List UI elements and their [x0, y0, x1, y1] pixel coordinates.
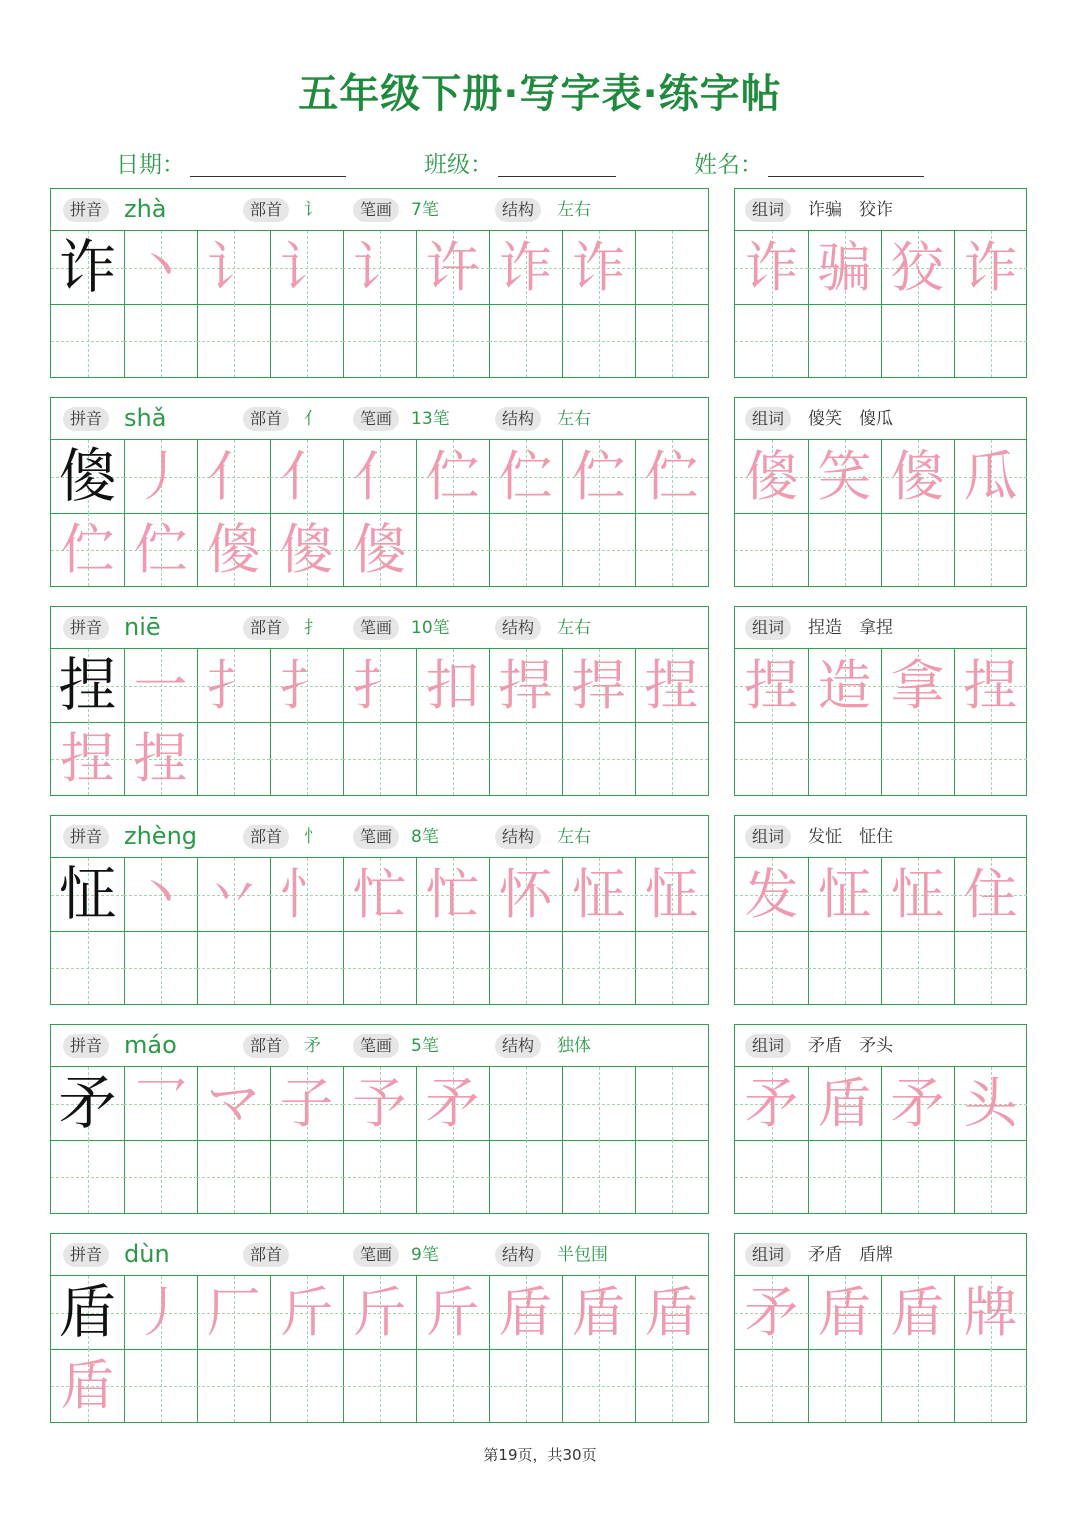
structure-tag: 结构: [495, 1034, 541, 1058]
word-trace-character: 矛: [890, 1072, 945, 1135]
writing-cell[interactable]: [270, 1140, 343, 1213]
words-value: 发怔 怔住: [808, 827, 893, 847]
stroke-step-character: 亻: [279, 445, 334, 508]
pinyin-value: shǎ: [124, 404, 167, 432]
structure-value: 左右: [557, 409, 591, 429]
writing-grid: [51, 858, 708, 1004]
strokes-value: 9笔: [411, 1245, 439, 1265]
name-label: 姓名：: [694, 152, 763, 178]
character-practice-block: [50, 188, 709, 378]
word-trace-character: 骗: [817, 236, 872, 299]
radical-value: 亻: [304, 409, 321, 429]
pinyin-tag: 拼音: [63, 198, 109, 222]
stroke-step-character: マ: [206, 1072, 261, 1135]
stroke-step-character: 忙: [352, 863, 407, 926]
writing-cell[interactable]: [489, 304, 562, 377]
writing-cell[interactable]: [416, 722, 489, 795]
radical-value: 矛: [304, 1036, 321, 1056]
writing-cell[interactable]: [635, 931, 708, 1004]
writing-cell[interactable]: [343, 1349, 416, 1422]
stroke-step-character: 讠: [352, 236, 407, 299]
stroke-step-character: 丿: [133, 1281, 188, 1344]
page-title: 五年级下册·写字表·练字帖: [298, 71, 782, 117]
word-writing-grid: [735, 858, 1026, 1004]
word-trace-character: 诈: [963, 236, 1018, 299]
writing-grid: [51, 231, 708, 377]
writing-cell[interactable]: [635, 231, 708, 304]
character-practice-block: [50, 397, 709, 587]
writing-cell[interactable]: [808, 304, 881, 377]
writing-cell[interactable]: [416, 513, 489, 586]
words-value: 矛盾 盾牌: [808, 1245, 893, 1265]
writing-grid: [51, 440, 708, 586]
writing-cell[interactable]: [881, 513, 954, 586]
pinyin-value: zhà: [124, 195, 167, 223]
writing-cell[interactable]: [808, 931, 881, 1004]
word-practice-block: [734, 397, 1027, 587]
strokes-value: 13笔: [411, 409, 450, 429]
stroke-step-character: 亻: [352, 445, 407, 508]
character-info-row: [51, 816, 708, 858]
word-trace-character: 怔: [817, 863, 872, 926]
pinyin-value: niē: [124, 613, 161, 641]
writing-cell[interactable]: [954, 931, 1027, 1004]
words-tag: 组词: [745, 198, 791, 222]
writing-cell[interactable]: [489, 722, 562, 795]
target-character: 捏: [58, 651, 117, 719]
radical-tag: 部首: [243, 407, 289, 431]
stroke-step-character: 伫: [60, 518, 115, 581]
word-writing-grid: [735, 1276, 1026, 1422]
strokes-tag: 笔画: [353, 825, 399, 849]
word-trace-character: 笑: [817, 445, 872, 508]
writing-cell[interactable]: [562, 1349, 635, 1422]
radical-value: 忄: [304, 827, 321, 847]
writing-cell[interactable]: [124, 1140, 197, 1213]
stroke-step-character: 盾: [571, 1281, 626, 1344]
word-practice-block: [734, 1024, 1027, 1214]
writing-cell[interactable]: [635, 513, 708, 586]
words-info-row: [735, 1234, 1026, 1276]
word-writing-grid: [735, 1067, 1026, 1213]
name-field[interactable]: [694, 146, 934, 180]
writing-cell[interactable]: [808, 513, 881, 586]
words-tag: 组词: [745, 1243, 791, 1267]
stroke-step-character: 怔: [644, 863, 699, 926]
class-label: 班级：: [424, 152, 493, 178]
class-field[interactable]: [424, 146, 624, 180]
writing-cell[interactable]: [635, 1067, 708, 1140]
character-practice-block: [50, 1024, 709, 1214]
word-trace-character: 捏: [963, 654, 1018, 717]
writing-cell[interactable]: [881, 722, 954, 795]
writing-cell[interactable]: [489, 1349, 562, 1422]
structure-tag: 结构: [495, 825, 541, 849]
stroke-step-character: 斤: [352, 1281, 407, 1344]
target-character: 傻: [58, 442, 117, 510]
stroke-step-character: 傻: [352, 518, 407, 581]
writing-cell[interactable]: [416, 304, 489, 377]
radical-tag: 部首: [243, 1243, 289, 1267]
stroke-step-character: 丷: [206, 863, 261, 926]
writing-cell[interactable]: [562, 513, 635, 586]
word-trace-character: 盾: [817, 1072, 872, 1135]
strokes-tag: 笔画: [353, 1034, 399, 1058]
word-practice-block: [734, 1233, 1027, 1423]
writing-cell[interactable]: [416, 1140, 489, 1213]
stroke-step-character: 盾: [60, 1354, 115, 1417]
writing-cell[interactable]: [562, 931, 635, 1004]
writing-cell[interactable]: [343, 304, 416, 377]
pinyin-value: máo: [124, 1031, 177, 1059]
radical-tag: 部首: [243, 198, 289, 222]
structure-value: 独体: [557, 1036, 591, 1056]
stroke-step-character: 诈: [498, 236, 553, 299]
word-writing-grid: [735, 231, 1026, 377]
stroke-step-character: 诈: [571, 236, 626, 299]
stroke-step-character: 扌: [206, 654, 261, 717]
words-tag: 组词: [745, 825, 791, 849]
stroke-step-character: 扣: [425, 654, 480, 717]
word-trace-character: 诈: [744, 236, 799, 299]
strokes-tag: 笔画: [353, 616, 399, 640]
radical-value: 扌: [304, 618, 321, 638]
stroke-step-character: 丶: [133, 863, 188, 926]
stroke-step-character: 讠: [279, 236, 334, 299]
pinyin-tag: 拼音: [63, 1243, 109, 1267]
word-trace-character: 瓜: [963, 445, 1018, 508]
writing-cell[interactable]: [881, 304, 954, 377]
target-character: 怔: [58, 860, 117, 928]
word-trace-character: 怔: [890, 863, 945, 926]
words-value: 捏造 拿捏: [808, 618, 893, 638]
stroke-step-character: 捍: [571, 654, 626, 717]
strokes-value: 8笔: [411, 827, 439, 847]
writing-cell[interactable]: [124, 1349, 197, 1422]
writing-cell[interactable]: [197, 304, 270, 377]
character-info-row: [51, 1234, 708, 1276]
writing-cell[interactable]: [808, 1140, 881, 1213]
stroke-step-character: 扌: [279, 654, 334, 717]
target-character: 矛: [58, 1069, 117, 1137]
word-trace-character: 盾: [817, 1281, 872, 1344]
word-trace-character: 头: [963, 1072, 1018, 1135]
target-character: 诈: [58, 233, 117, 301]
radical-value: 讠: [304, 200, 321, 220]
writing-cell[interactable]: [881, 1140, 954, 1213]
stroke-step-character: 予: [352, 1072, 407, 1135]
writing-grid: [51, 1067, 708, 1213]
writing-cell[interactable]: [735, 304, 808, 377]
stroke-step-character: 丿: [133, 445, 188, 508]
writing-cell[interactable]: [489, 931, 562, 1004]
date-field[interactable]: [116, 146, 356, 180]
word-practice-block: [734, 606, 1027, 796]
character-info-row: [51, 1025, 708, 1067]
stroke-step-character: 傻: [279, 518, 334, 581]
word-trace-character: 住: [963, 863, 1018, 926]
stroke-step-character: 伫: [644, 445, 699, 508]
writing-cell[interactable]: [489, 1140, 562, 1213]
writing-cell[interactable]: [197, 931, 270, 1004]
stroke-step-character: 傻: [206, 518, 261, 581]
writing-cell[interactable]: [562, 1140, 635, 1213]
writing-cell[interactable]: [270, 722, 343, 795]
stroke-step-character: 乛: [133, 1072, 188, 1135]
structure-tag: 结构: [495, 407, 541, 431]
writing-cell[interactable]: [197, 1349, 270, 1422]
writing-cell[interactable]: [343, 931, 416, 1004]
writing-cell[interactable]: [562, 304, 635, 377]
radical-tag: 部首: [243, 616, 289, 640]
writing-cell[interactable]: [197, 722, 270, 795]
writing-cell[interactable]: [735, 722, 808, 795]
structure-value: 半包围: [557, 1245, 608, 1265]
stroke-step-character: 捏: [644, 654, 699, 717]
character-info-row: [51, 189, 708, 231]
writing-cell[interactable]: [124, 931, 197, 1004]
writing-cell[interactable]: [562, 722, 635, 795]
word-trace-character: 盾: [890, 1281, 945, 1344]
writing-cell[interactable]: [954, 513, 1027, 586]
stroke-step-character: 伫: [133, 518, 188, 581]
radical-tag: 部首: [243, 825, 289, 849]
word-trace-character: 拿: [890, 654, 945, 717]
radical-tag: 部首: [243, 1034, 289, 1058]
writing-cell[interactable]: [954, 1349, 1027, 1422]
stroke-step-character: 斤: [279, 1281, 334, 1344]
structure-tag: 结构: [495, 616, 541, 640]
stroke-step-character: 子: [279, 1072, 334, 1135]
writing-cell[interactable]: [735, 513, 808, 586]
pinyin-tag: 拼音: [63, 825, 109, 849]
stroke-step-character: 丶: [133, 236, 188, 299]
words-tag: 组词: [745, 616, 791, 640]
word-trace-character: 矛: [744, 1072, 799, 1135]
pinyin-tag: 拼音: [63, 407, 109, 431]
stroke-step-character: 盾: [644, 1281, 699, 1344]
date-label: 日期：: [116, 152, 185, 178]
writing-cell[interactable]: [954, 304, 1027, 377]
word-writing-grid: [735, 440, 1026, 586]
stroke-step-character: 矛: [425, 1072, 480, 1135]
pinyin-tag: 拼音: [63, 1034, 109, 1058]
character-practice-block: [50, 815, 709, 1005]
words-tag: 组词: [745, 1034, 791, 1058]
writing-cell[interactable]: [735, 1140, 808, 1213]
strokes-value: 7笔: [411, 200, 439, 220]
writing-cell[interactable]: [343, 1140, 416, 1213]
writing-cell[interactable]: [343, 722, 416, 795]
word-practice-block: [734, 188, 1027, 378]
word-trace-character: 造: [817, 654, 872, 717]
words-info-row: [735, 189, 1026, 231]
writing-cell[interactable]: [562, 1067, 635, 1140]
words-info-row: [735, 1025, 1026, 1067]
writing-cell[interactable]: [51, 304, 124, 377]
word-trace-character: 捏: [744, 654, 799, 717]
stroke-step-character: 捏: [133, 727, 188, 790]
word-writing-grid: [735, 649, 1026, 795]
strokes-tag: 笔画: [353, 198, 399, 222]
stroke-step-character: 许: [425, 236, 480, 299]
stroke-step-character: 忄: [279, 863, 334, 926]
word-practice-block: [734, 815, 1027, 1005]
writing-cell[interactable]: [489, 1067, 562, 1140]
pinyin-value: zhèng: [124, 822, 198, 850]
words-tag: 组词: [745, 407, 791, 431]
stroke-step-character: 一: [133, 654, 188, 717]
stroke-step-character: 讠: [206, 236, 261, 299]
character-practice-block: [50, 606, 709, 796]
strokes-value: 5笔: [411, 1036, 439, 1056]
words-value: 诈骗 狡诈: [808, 200, 893, 220]
writing-cell[interactable]: [954, 722, 1027, 795]
word-trace-character: 牌: [963, 1281, 1018, 1344]
writing-cell[interactable]: [270, 1349, 343, 1422]
stroke-step-character: 怔: [571, 863, 626, 926]
words-value: 傻笑 傻瓜: [808, 409, 893, 429]
pinyin-tag: 拼音: [63, 616, 109, 640]
character-info-row: [51, 398, 708, 440]
stroke-step-character: 亻: [206, 445, 261, 508]
writing-cell[interactable]: [954, 1140, 1027, 1213]
writing-cell[interactable]: [489, 513, 562, 586]
structure-value: 左右: [557, 200, 591, 220]
writing-grid: [51, 1276, 708, 1422]
writing-cell[interactable]: [270, 931, 343, 1004]
writing-cell[interactable]: [635, 1349, 708, 1422]
writing-cell[interactable]: [416, 931, 489, 1004]
writing-cell[interactable]: [197, 1140, 270, 1213]
strokes-tag: 笔画: [353, 407, 399, 431]
writing-cell[interactable]: [881, 931, 954, 1004]
stroke-step-character: 伫: [425, 445, 480, 508]
stroke-step-character: 忙: [425, 863, 480, 926]
stroke-step-character: 扌: [352, 654, 407, 717]
strokes-value: 10笔: [411, 618, 450, 638]
writing-cell[interactable]: [51, 931, 124, 1004]
words-info-row: [735, 816, 1026, 858]
name-underline: [768, 176, 924, 177]
writing-cell[interactable]: [416, 1349, 489, 1422]
writing-grid: [51, 649, 708, 795]
page-footer: 第19页，共30页: [483, 1446, 597, 1464]
writing-cell[interactable]: [51, 1140, 124, 1213]
writing-cell[interactable]: [808, 722, 881, 795]
words-info-row: [735, 607, 1026, 649]
writing-cell[interactable]: [735, 1349, 808, 1422]
stroke-step-character: 伫: [498, 445, 553, 508]
structure-value: 左右: [557, 618, 591, 638]
writing-cell[interactable]: [635, 722, 708, 795]
target-character: 盾: [58, 1278, 117, 1346]
stroke-step-character: 捏: [60, 727, 115, 790]
word-trace-character: 矛: [744, 1281, 799, 1344]
writing-cell[interactable]: [635, 304, 708, 377]
stroke-step-character: 怀: [498, 863, 553, 926]
writing-cell[interactable]: [881, 1349, 954, 1422]
stroke-step-character: 伫: [571, 445, 626, 508]
word-trace-character: 傻: [744, 445, 799, 508]
character-practice-block: [50, 1233, 709, 1423]
character-info-row: [51, 607, 708, 649]
structure-tag: 结构: [495, 198, 541, 222]
word-trace-character: 发: [744, 863, 799, 926]
word-trace-character: 狡: [890, 236, 945, 299]
pinyin-value: dùn: [124, 1240, 170, 1268]
stroke-step-character: 厂: [206, 1281, 261, 1344]
writing-cell[interactable]: [270, 304, 343, 377]
word-trace-character: 傻: [890, 445, 945, 508]
stroke-step-character: 盾: [498, 1281, 553, 1344]
structure-value: 左右: [557, 827, 591, 847]
class-underline: [498, 176, 616, 177]
words-value: 矛盾 矛头: [808, 1036, 893, 1056]
stroke-step-character: 斤: [425, 1281, 480, 1344]
strokes-tag: 笔画: [353, 1243, 399, 1267]
writing-cell[interactable]: [124, 304, 197, 377]
words-info-row: [735, 398, 1026, 440]
writing-cell[interactable]: [735, 931, 808, 1004]
writing-cell[interactable]: [808, 1349, 881, 1422]
structure-tag: 结构: [495, 1243, 541, 1267]
writing-cell[interactable]: [635, 1140, 708, 1213]
date-underline: [190, 176, 346, 177]
stroke-step-character: 捍: [498, 654, 553, 717]
